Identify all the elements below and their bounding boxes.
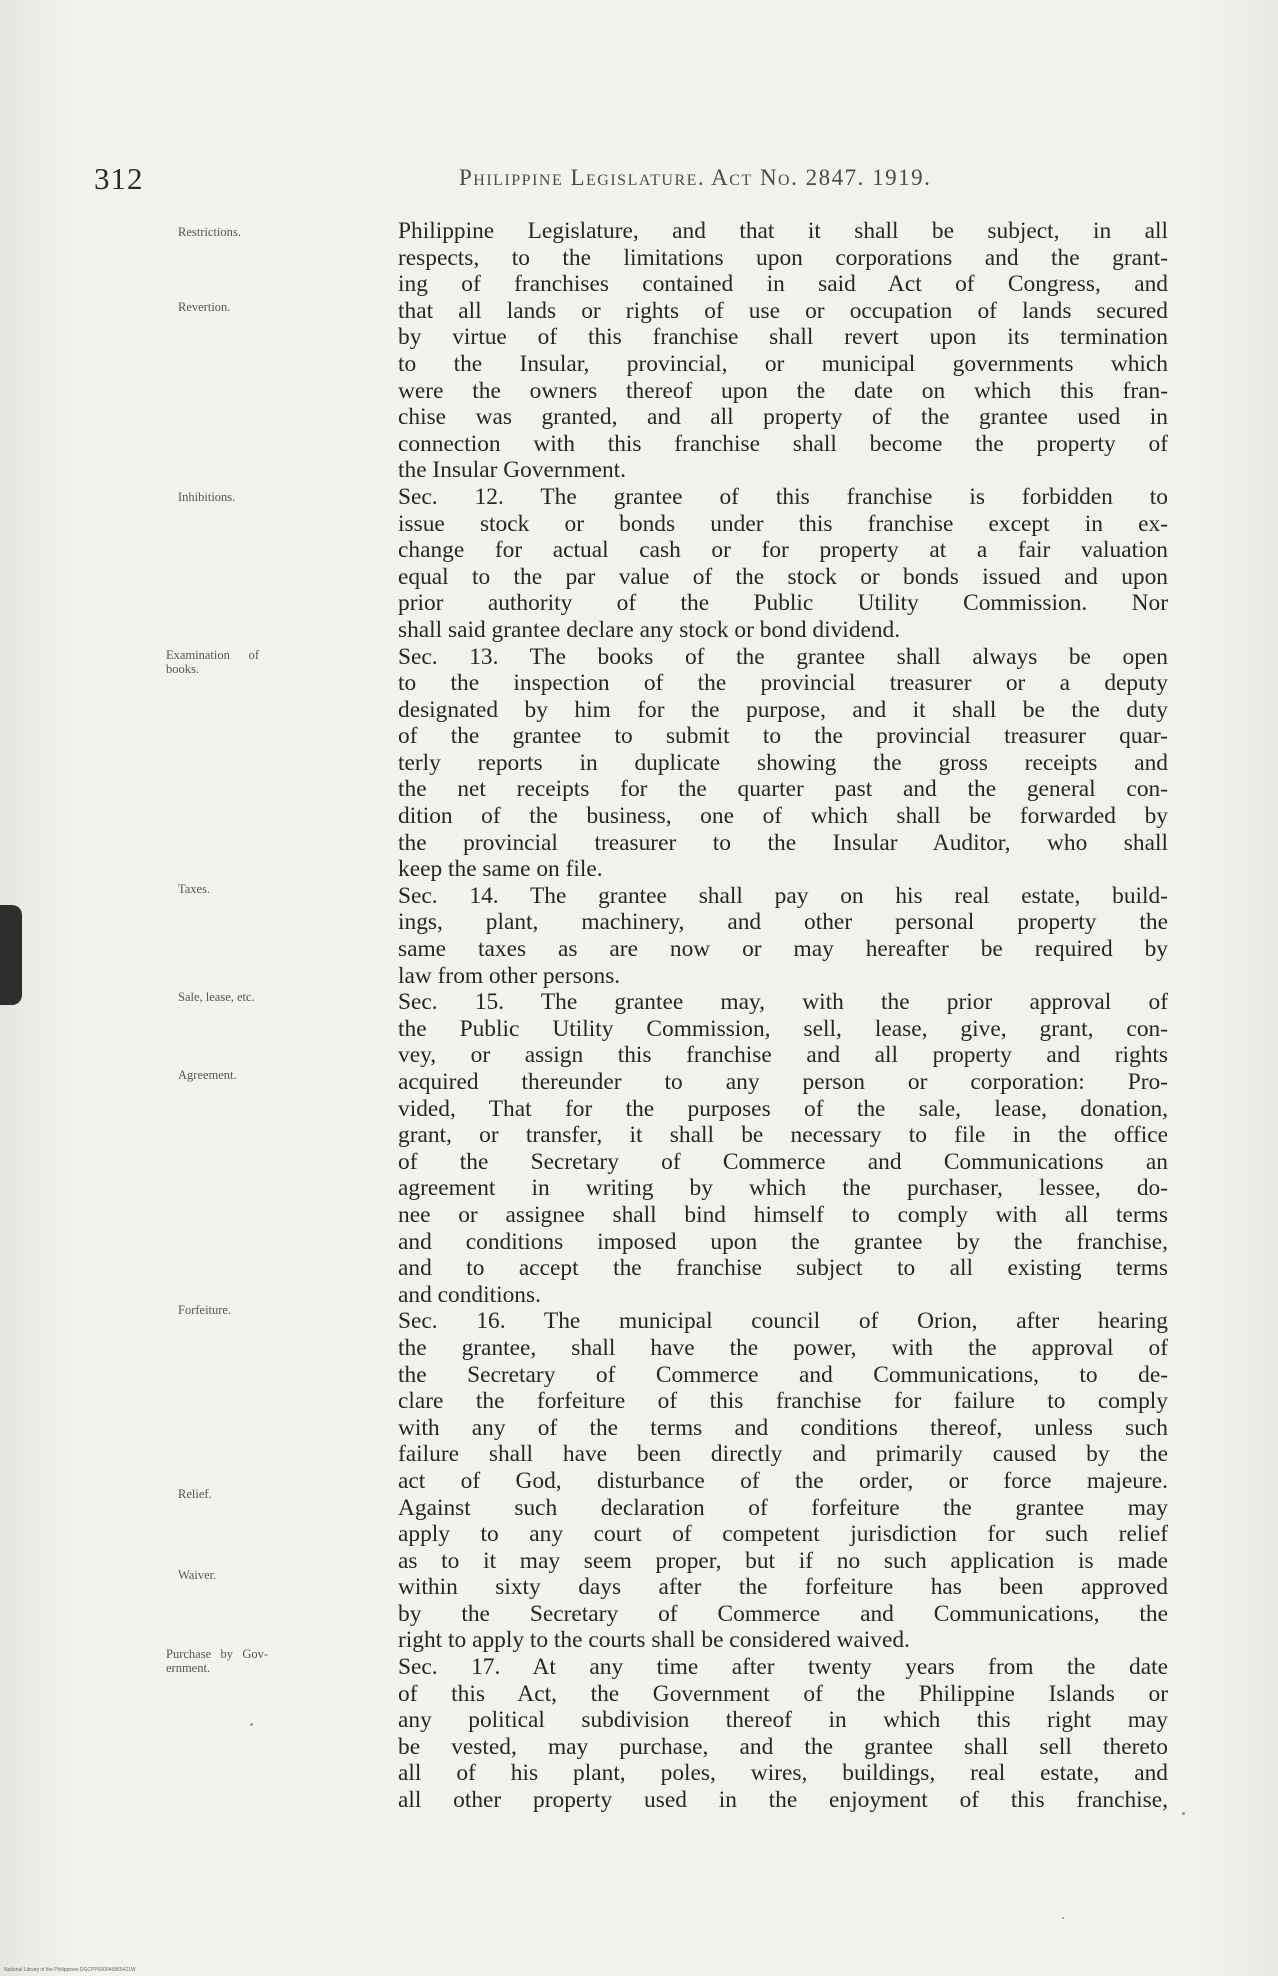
text-line: were the owners thereof upon the date on which this fran- xyxy=(398,377,1168,404)
margin-note-forfeiture: Forfeiture. xyxy=(178,1303,232,1317)
margin-note-purchase: Purchase by Gov- ernment. xyxy=(166,1647,269,1675)
text-line: act of God, disturbance of the order, or force majeure. xyxy=(398,1467,1168,1494)
text-line: the net receipts for the quarter past and the general con- xyxy=(398,776,1168,803)
text-line: right to apply to the courts shall be considered waived. xyxy=(398,1627,910,1654)
text-line: the grantee, shall have the power, with the approval of xyxy=(398,1334,1168,1361)
page-number: 312 xyxy=(94,161,144,196)
text-line: agreement in writing by which the purchaser, lessee, do- xyxy=(398,1175,1168,1202)
text-line: Sec. 16. The municipal council of Orion, after hearing xyxy=(398,1308,1168,1335)
text-line: be vested, may purchase, and the grantee shall sell thereto xyxy=(398,1733,1168,1760)
scan-speck xyxy=(1062,1917,1064,1919)
text-line: and conditions. xyxy=(398,1281,541,1308)
text-line: and to accept the franchise subject to all existing terms xyxy=(398,1255,1168,1282)
text-line: Philippine Legislature, and that it shall be subject, in all xyxy=(398,218,1168,244)
text-line: connection with this franchise shall become the property of xyxy=(398,430,1168,457)
margin-note-examination: Examination of books. xyxy=(166,648,260,676)
text-line: same taxes as are now or may hereafter be required by xyxy=(398,936,1168,963)
text-line: vided, That for the purposes of the sale, lease, donation, xyxy=(398,1095,1168,1122)
text-line: all other property used in the enjoyment of this franchise, xyxy=(398,1787,1168,1814)
text-line: Sec. 12. The grantee of this franchise is forbidden to xyxy=(398,483,1168,510)
text-line: all of his plant, poles, wires, buildings, real estate, and xyxy=(398,1760,1168,1787)
margin-note-waiver: Waiver. xyxy=(178,1568,217,1582)
text-line: Against such declaration of forfeiture the grantee may xyxy=(398,1494,1168,1521)
text-line: any political subdivision thereof in which this right may xyxy=(398,1707,1168,1734)
text-line: with any of the terms and conditions thereof, unless such xyxy=(398,1414,1168,1441)
text-line: the Public Utility Commission, sell, lease, give, grant, con- xyxy=(398,1015,1168,1042)
text-line: prior authority of the Public Utility Commission. Nor xyxy=(398,590,1168,617)
text-line: the Secretary of Commerce and Communications, to de- xyxy=(398,1361,1168,1388)
text-line: acquired thereunder to any person or corporation: Pro- xyxy=(398,1069,1168,1095)
text-line: Sec. 17. At any time after twenty years from the date xyxy=(398,1654,1168,1681)
text-line: the Insular Government. xyxy=(398,457,626,484)
text-line: and conditions imposed upon the grantee by the franchise, xyxy=(398,1228,1168,1255)
text-line: dition of the business, one of which shall be forwarded by xyxy=(398,803,1168,830)
text-line: equal to the par value of the stock or bonds issued and upon xyxy=(398,563,1168,590)
text-line: clare the forfeiture of this franchise for failure to comply xyxy=(398,1388,1168,1415)
text-line: nee or assignee shall bind himself to comply with all terms xyxy=(398,1201,1168,1228)
margin-note-relief: Relief. xyxy=(178,1487,212,1501)
text-line: Sec. 15. The grantee may, with the prior approval of xyxy=(398,989,1168,1016)
text-line: of the Secretary of Commerce and Communications an xyxy=(398,1148,1168,1175)
page-header xyxy=(0,161,1278,201)
text-line: as to it may seem proper, but if no such application is made xyxy=(398,1547,1168,1574)
text-line: ings, plant, machinery, and other personal property the xyxy=(398,909,1168,936)
text-line: respects, to the limitations upon corporations and the grant- xyxy=(398,244,1168,271)
text-line: ing of franchises contained in said Act of Congress, and xyxy=(398,271,1168,298)
text-line: shall said grantee declare any stock or bond dividend. xyxy=(398,616,901,643)
body-text xyxy=(398,218,1168,1814)
text-line: by virtue of this franchise shall revert upon its termination xyxy=(398,324,1168,351)
text-line: Sec. 14. The grantee shall pay on his real estate, build- xyxy=(398,882,1168,909)
text-line: failure shall have been directly and primarily caused by the xyxy=(398,1441,1168,1468)
margin-note-sale: Sale, lease, etc. xyxy=(178,990,255,1004)
text-line: vey, or assign this franchise and all property and rights xyxy=(398,1042,1168,1069)
text-line: issue stock or bonds under this franchise except in ex- xyxy=(398,510,1168,537)
text-line: within sixty days after the forfeiture has been approved xyxy=(398,1574,1168,1601)
text-line: of the grantee to submit to the provincial treasurer quar- xyxy=(398,723,1168,750)
text-line: that all lands or rights of use or occupation of lands secured xyxy=(398,297,1168,324)
scan-speck xyxy=(250,1723,253,1726)
text-line: by the Secretary of Commerce and Communications, the xyxy=(398,1600,1168,1627)
binding-tab xyxy=(0,905,22,1005)
text-line: grant, or transfer, it shall be necessary to file in the office xyxy=(398,1122,1168,1149)
text-line: terly reports in duplicate showing the gross receipts and xyxy=(398,749,1168,776)
text-line: Sec. 13. The books of the grantee shall always be open xyxy=(398,643,1168,670)
text-line: change for actual cash or for property at a fair valuation xyxy=(398,537,1168,564)
margin-note-inhibitions: Inhibitions. xyxy=(178,490,236,504)
text-line: to the Insular, provincial, or municipal governments which xyxy=(398,350,1168,377)
text-line: to the inspection of the provincial treasurer or a deputy xyxy=(398,670,1168,697)
text-line: keep the same on file. xyxy=(398,856,603,883)
text-line: the provincial treasurer to the Insular Auditor, who shall xyxy=(398,829,1168,856)
text-line: law from other persons. xyxy=(398,962,621,989)
running-head: Philippine Legislature. Act No. 2847. 1919. xyxy=(459,165,932,190)
text-line: designated by him for the purpose, and it shall be the duty xyxy=(398,696,1168,723)
footer-note: National Library of the Philippines DGCPP000045865421W xyxy=(4,1967,136,1973)
margin-note-restrictions: Restrictions. xyxy=(178,225,241,239)
text-line: of this Act, the Government of the Philippine Islands or xyxy=(398,1680,1168,1707)
text-line: apply to any court of competent jurisdiction for such relief xyxy=(398,1521,1168,1548)
scan-speck xyxy=(1182,1812,1185,1815)
margin-note-revertion: Revertion. xyxy=(178,300,231,314)
margin-note-taxes: Taxes. xyxy=(178,882,211,896)
margin-note-agreement: Agreement. xyxy=(178,1068,237,1082)
text-line: chise was granted, and all property of the grantee used in xyxy=(398,404,1168,431)
